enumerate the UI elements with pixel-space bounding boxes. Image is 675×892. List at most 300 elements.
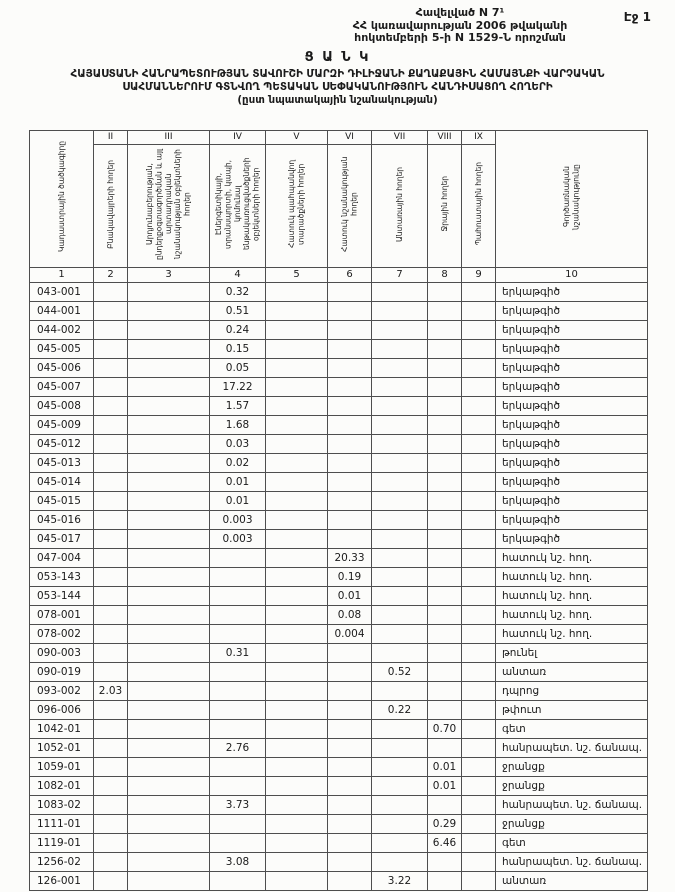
roman-numeral-VIII: VIII bbox=[428, 131, 462, 145]
column-number-8: 8 bbox=[428, 268, 462, 283]
area-value-cell: 0.29 bbox=[428, 815, 462, 834]
area-value-cell bbox=[94, 473, 128, 492]
designation-cell: երկաթգիծ bbox=[496, 435, 648, 454]
area-value-cell bbox=[428, 378, 462, 397]
area-value-cell bbox=[428, 644, 462, 663]
area-value-cell bbox=[94, 587, 128, 606]
header-label-transport-lands: Էներգետիկայի, տրանսպորտի, կապի, կոմունալ ենթակառուցվածքների օբյեկտների հողեր bbox=[214, 157, 261, 251]
designation-cell: հանրապետ. նշ. ճանապ. bbox=[496, 739, 648, 758]
area-value-cell bbox=[128, 397, 210, 416]
area-value-cell bbox=[128, 777, 210, 796]
designation-cell: անտառ bbox=[496, 663, 648, 682]
area-value-cell bbox=[328, 283, 372, 302]
area-value-cell bbox=[462, 701, 496, 720]
column-number-3: 3 bbox=[128, 268, 210, 283]
area-value-cell bbox=[128, 872, 210, 891]
table-row bbox=[30, 815, 648, 834]
area-value-cell bbox=[462, 606, 496, 625]
designation-cell: գետ bbox=[496, 720, 648, 739]
area-value-cell bbox=[328, 663, 372, 682]
area-value-cell bbox=[372, 340, 428, 359]
cadastral-code-cell: 045-013 bbox=[30, 454, 94, 473]
designation-cell: երկաթգիծ bbox=[496, 511, 648, 530]
roman-numeral-row bbox=[30, 131, 648, 145]
cadastral-code-cell: 045-006 bbox=[30, 359, 94, 378]
cadastral-code-cell: 1042-01 bbox=[30, 720, 94, 739]
cadastral-code-cell: 1111-01 bbox=[30, 815, 94, 834]
area-value-cell bbox=[266, 416, 328, 435]
area-value-cell bbox=[328, 853, 372, 872]
area-value-cell bbox=[94, 283, 128, 302]
column-number-9: 9 bbox=[462, 268, 496, 283]
area-value-cell bbox=[94, 720, 128, 739]
area-value-cell bbox=[428, 682, 462, 701]
area-value-cell bbox=[94, 302, 128, 321]
area-value-cell bbox=[328, 397, 372, 416]
table-row bbox=[30, 739, 648, 758]
cadastral-code-cell: 126-001 bbox=[30, 872, 94, 891]
roman-numeral-III: III bbox=[128, 131, 210, 145]
area-value-cell bbox=[428, 321, 462, 340]
designation-cell: երկաթգիծ bbox=[496, 359, 648, 378]
area-value-cell bbox=[428, 302, 462, 321]
area-value-cell bbox=[210, 815, 266, 834]
designation-cell: հատուկ նշ. հող. bbox=[496, 606, 648, 625]
table-row bbox=[30, 853, 648, 872]
table-row bbox=[30, 416, 648, 435]
cadastral-code-cell: 078-002 bbox=[30, 625, 94, 644]
area-value-cell bbox=[266, 435, 328, 454]
area-value-cell bbox=[462, 359, 496, 378]
area-value-cell bbox=[210, 663, 266, 682]
table-row bbox=[30, 549, 648, 568]
area-value-cell bbox=[328, 777, 372, 796]
area-value-cell: 0.24 bbox=[210, 321, 266, 340]
header-label-settlement-lands: Բնակավայրերի հողեր bbox=[105, 159, 115, 249]
area-value-cell bbox=[210, 777, 266, 796]
column-number-4: 4 bbox=[210, 268, 266, 283]
area-value-cell bbox=[428, 625, 462, 644]
column-number-2: 2 bbox=[94, 268, 128, 283]
table-row bbox=[30, 359, 648, 378]
designation-cell: երկաթգիծ bbox=[496, 397, 648, 416]
area-value-cell bbox=[128, 359, 210, 378]
area-value-cell bbox=[128, 796, 210, 815]
designation-cell: երկաթգիծ bbox=[496, 302, 648, 321]
area-value-cell bbox=[128, 530, 210, 549]
area-value-cell bbox=[328, 815, 372, 834]
table-row bbox=[30, 302, 648, 321]
area-value-cell: 0.70 bbox=[428, 720, 462, 739]
area-value-cell bbox=[94, 739, 128, 758]
title-block bbox=[0, 50, 675, 106]
area-value-cell: 2.76 bbox=[210, 739, 266, 758]
designation-cell: ջրանցք bbox=[496, 758, 648, 777]
cadastral-code-cell: 1083-02 bbox=[30, 796, 94, 815]
area-value-cell bbox=[94, 834, 128, 853]
area-value-cell: 0.004 bbox=[328, 625, 372, 644]
area-value-cell bbox=[328, 473, 372, 492]
area-value-cell: 0.03 bbox=[210, 435, 266, 454]
area-value-cell bbox=[128, 435, 210, 454]
area-value-cell bbox=[428, 416, 462, 435]
area-value-cell bbox=[128, 340, 210, 359]
column-number-6: 6 bbox=[328, 268, 372, 283]
area-value-cell bbox=[428, 340, 462, 359]
cadastral-code-cell: 096-006 bbox=[30, 701, 94, 720]
designation-cell: հատուկ նշ. հող. bbox=[496, 549, 648, 568]
area-value-cell bbox=[328, 454, 372, 473]
area-value-cell bbox=[94, 492, 128, 511]
table-row bbox=[30, 340, 648, 359]
area-value-cell bbox=[428, 492, 462, 511]
cadastral-code-cell: 047-004 bbox=[30, 549, 94, 568]
cadastral-code-cell: 044-001 bbox=[30, 302, 94, 321]
area-value-cell bbox=[328, 720, 372, 739]
area-value-cell bbox=[128, 416, 210, 435]
area-value-cell: 0.51 bbox=[210, 302, 266, 321]
column-number-7: 7 bbox=[372, 268, 428, 283]
roman-numeral-VI: VI bbox=[328, 131, 372, 145]
roman-numeral-V: V bbox=[266, 131, 328, 145]
designation-cell: երկաթգիծ bbox=[496, 340, 648, 359]
cadastral-code-cell: 045-009 bbox=[30, 416, 94, 435]
header-reserve-lands bbox=[462, 145, 496, 268]
roman-numeral-II: II bbox=[94, 131, 128, 145]
area-value-cell bbox=[266, 530, 328, 549]
cadastral-code-cell: 043-001 bbox=[30, 283, 94, 302]
area-value-cell bbox=[94, 321, 128, 340]
designation-cell: երկաթգիծ bbox=[496, 473, 648, 492]
area-value-cell bbox=[372, 606, 428, 625]
area-value-cell bbox=[128, 758, 210, 777]
cadastral-code-cell: 090-019 bbox=[30, 663, 94, 682]
area-value-cell bbox=[128, 302, 210, 321]
designation-cell: երկաթգիծ bbox=[496, 378, 648, 397]
table-row bbox=[30, 663, 648, 682]
area-value-cell bbox=[372, 834, 428, 853]
cadastral-code-cell: 1256-02 bbox=[30, 853, 94, 872]
area-value-cell bbox=[372, 530, 428, 549]
header-label-forest-lands: Անտառային հողեր bbox=[394, 166, 404, 242]
area-value-cell bbox=[372, 644, 428, 663]
cadastral-code-cell: 045-014 bbox=[30, 473, 94, 492]
area-value-cell bbox=[266, 302, 328, 321]
annex-line-2: ՀՀ կառավարության 2006 թվականի bbox=[352, 18, 568, 32]
area-value-cell bbox=[328, 872, 372, 891]
area-value-cell bbox=[462, 720, 496, 739]
designation-cell: երկաթգիծ bbox=[496, 530, 648, 549]
annex-line-3: հոկտեմբերի 5-ի N 1529-Ն որոշման bbox=[354, 31, 566, 45]
area-value-cell bbox=[328, 359, 372, 378]
area-value-cell bbox=[266, 853, 328, 872]
area-value-cell bbox=[462, 758, 496, 777]
area-value-cell bbox=[94, 454, 128, 473]
area-value-cell: 0.19 bbox=[328, 568, 372, 587]
area-value-cell bbox=[266, 492, 328, 511]
area-value-cell: 20.33 bbox=[328, 549, 372, 568]
area-value-cell bbox=[94, 872, 128, 891]
area-value-cell bbox=[328, 302, 372, 321]
area-value-cell: 0.08 bbox=[328, 606, 372, 625]
cadastral-code-cell: 045-017 bbox=[30, 530, 94, 549]
area-value-cell: 17.22 bbox=[210, 378, 266, 397]
column-number-5: 5 bbox=[266, 268, 328, 283]
table-row bbox=[30, 758, 648, 777]
area-value-cell: 2.03 bbox=[94, 682, 128, 701]
area-value-cell bbox=[266, 701, 328, 720]
header-cadastral-code bbox=[30, 131, 94, 268]
area-value-cell bbox=[128, 644, 210, 663]
cadastral-code-cell: 045-007 bbox=[30, 378, 94, 397]
area-value-cell bbox=[266, 815, 328, 834]
area-value-cell bbox=[266, 739, 328, 758]
area-value-cell bbox=[266, 625, 328, 644]
area-value-cell bbox=[428, 397, 462, 416]
area-value-cell bbox=[266, 796, 328, 815]
area-value-cell bbox=[462, 625, 496, 644]
designation-cell: թփուտ bbox=[496, 701, 648, 720]
header-label-water-lands: Ջրային հողեր bbox=[439, 176, 449, 232]
area-value-cell bbox=[94, 777, 128, 796]
area-value-cell bbox=[372, 454, 428, 473]
area-value-cell bbox=[328, 796, 372, 815]
area-value-cell bbox=[128, 568, 210, 587]
area-value-cell bbox=[128, 606, 210, 625]
area-value-cell bbox=[266, 321, 328, 340]
area-value-cell bbox=[328, 321, 372, 340]
area-value-cell bbox=[328, 758, 372, 777]
area-value-cell bbox=[372, 283, 428, 302]
area-value-cell bbox=[328, 530, 372, 549]
area-value-cell bbox=[372, 720, 428, 739]
area-value-cell bbox=[372, 397, 428, 416]
column-number-1: 1 bbox=[30, 268, 94, 283]
area-value-cell bbox=[128, 549, 210, 568]
area-value-cell bbox=[328, 644, 372, 663]
area-value-cell bbox=[266, 511, 328, 530]
area-value-cell bbox=[328, 682, 372, 701]
area-value-cell bbox=[428, 511, 462, 530]
area-value-cell bbox=[94, 644, 128, 663]
designation-cell: հատուկ նշ. հող. bbox=[496, 587, 648, 606]
designation-cell: ջրանցք bbox=[496, 777, 648, 796]
cadastral-code-cell: 044-002 bbox=[30, 321, 94, 340]
area-value-cell bbox=[428, 606, 462, 625]
area-value-cell bbox=[462, 739, 496, 758]
area-value-cell bbox=[210, 568, 266, 587]
area-value-cell bbox=[210, 720, 266, 739]
area-value-cell: 0.02 bbox=[210, 454, 266, 473]
area-value-cell bbox=[372, 625, 428, 644]
document-subtitle-line-1: ՀԱՅԱՍՏԱՆԻ ՀԱՆՐԱՊԵՏՈՒԹՅԱՆ ՏԱՎՈՒՇԻ ՄԱՐԶԻ ԴԻԼԻՋԱՆԻ ՔԱՂԱՔԱՅԻՆ ՀԱՄԱՅՆՔԻ ՎԱՐՉԱԿԱՆ bbox=[70, 68, 605, 80]
cadastral-code-cell: 1119-01 bbox=[30, 834, 94, 853]
area-value-cell bbox=[266, 663, 328, 682]
area-value-cell bbox=[372, 378, 428, 397]
cadastral-code-cell: 053-144 bbox=[30, 587, 94, 606]
area-value-cell: 3.22 bbox=[372, 872, 428, 891]
area-value-cell bbox=[210, 682, 266, 701]
table-row bbox=[30, 378, 648, 397]
area-value-cell bbox=[210, 625, 266, 644]
table-row bbox=[30, 530, 648, 549]
area-value-cell bbox=[372, 777, 428, 796]
area-value-cell bbox=[128, 663, 210, 682]
header-settlement-lands bbox=[94, 145, 128, 268]
area-value-cell bbox=[94, 549, 128, 568]
designation-cell: հատուկ նշ. հող. bbox=[496, 568, 648, 587]
area-value-cell bbox=[372, 853, 428, 872]
header-industrial-lands bbox=[128, 145, 210, 268]
area-value-cell bbox=[428, 796, 462, 815]
area-value-cell bbox=[328, 435, 372, 454]
area-value-cell bbox=[462, 568, 496, 587]
area-value-cell bbox=[266, 359, 328, 378]
document-subtitle-note: (ըստ նպատակային նշանակության) bbox=[237, 94, 438, 107]
area-value-cell bbox=[128, 815, 210, 834]
cadastral-code-cell: 045-016 bbox=[30, 511, 94, 530]
table-row bbox=[30, 720, 648, 739]
designation-cell: գետ bbox=[496, 834, 648, 853]
area-value-cell bbox=[428, 663, 462, 682]
designation-cell: երկաթգիծ bbox=[496, 283, 648, 302]
area-value-cell bbox=[462, 397, 496, 416]
area-value-cell bbox=[372, 435, 428, 454]
annex-line-1: Հավելված N 7¹ bbox=[415, 6, 505, 19]
area-value-cell bbox=[328, 378, 372, 397]
area-value-cell: 0.01 bbox=[328, 587, 372, 606]
designation-cell: հանրապետ. նշ. ճանապ. bbox=[496, 796, 648, 815]
area-value-cell bbox=[328, 701, 372, 720]
area-value-cell bbox=[94, 625, 128, 644]
header-label-protected-lands: Հատուկ պահպանվող տարածքների հողեր bbox=[287, 159, 306, 249]
area-value-cell bbox=[328, 511, 372, 530]
area-value-cell bbox=[462, 378, 496, 397]
annex-reference bbox=[285, 7, 635, 45]
roman-numeral-IX: IX bbox=[462, 131, 496, 145]
table-row bbox=[30, 283, 648, 302]
area-value-cell bbox=[128, 625, 210, 644]
land-registry-table bbox=[29, 130, 648, 891]
area-value-cell bbox=[128, 473, 210, 492]
area-value-cell: 0.32 bbox=[210, 283, 266, 302]
header-forest-lands bbox=[372, 145, 428, 268]
cadastral-code-cell: 045-012 bbox=[30, 435, 94, 454]
area-value-cell bbox=[128, 492, 210, 511]
area-value-cell bbox=[128, 720, 210, 739]
area-value-cell bbox=[372, 815, 428, 834]
table-body bbox=[30, 283, 648, 891]
area-value-cell bbox=[266, 473, 328, 492]
area-value-cell bbox=[266, 872, 328, 891]
area-value-cell bbox=[428, 587, 462, 606]
area-value-cell bbox=[428, 473, 462, 492]
cadastral-code-cell: 045-008 bbox=[30, 397, 94, 416]
area-value-cell bbox=[210, 758, 266, 777]
table-row bbox=[30, 492, 648, 511]
cadastral-code-cell: 078-001 bbox=[30, 606, 94, 625]
area-value-cell bbox=[266, 454, 328, 473]
designation-cell: թունել bbox=[496, 644, 648, 663]
area-value-cell bbox=[210, 872, 266, 891]
designation-cell: դպրոց bbox=[496, 682, 648, 701]
cadastral-code-cell: 045-005 bbox=[30, 340, 94, 359]
designation-cell: ջրանցք bbox=[496, 815, 648, 834]
designation-cell: հանրապետ. նշ. ճանապ. bbox=[496, 853, 648, 872]
area-value-cell: 1.68 bbox=[210, 416, 266, 435]
area-value-cell: 0.31 bbox=[210, 644, 266, 663]
cadastral-code-cell: 045-015 bbox=[30, 492, 94, 511]
header-label-industrial-lands: Արդյունաբերության, ընդերքօգտագործման և այլ արտադրական նշանակության օբյեկտների հողեր bbox=[145, 148, 192, 260]
area-value-cell bbox=[428, 701, 462, 720]
area-value-cell bbox=[372, 511, 428, 530]
area-value-cell bbox=[462, 644, 496, 663]
area-value-cell bbox=[210, 587, 266, 606]
cadastral-code-cell: 1082-01 bbox=[30, 777, 94, 796]
area-value-cell: 0.01 bbox=[210, 473, 266, 492]
document-title: Ց Ա Ն Կ bbox=[304, 50, 371, 65]
area-value-cell bbox=[428, 454, 462, 473]
area-value-cell bbox=[462, 587, 496, 606]
area-value-cell bbox=[94, 378, 128, 397]
area-value-cell: 6.46 bbox=[428, 834, 462, 853]
table-row bbox=[30, 834, 648, 853]
area-value-cell bbox=[128, 834, 210, 853]
cadastral-code-cell: 090-003 bbox=[30, 644, 94, 663]
roman-numeral-IV: IV bbox=[210, 131, 266, 145]
area-value-cell bbox=[94, 416, 128, 435]
area-value-cell bbox=[128, 321, 210, 340]
area-value-cell bbox=[128, 587, 210, 606]
header-transport-lands bbox=[210, 145, 266, 268]
area-value-cell bbox=[328, 416, 372, 435]
table-row bbox=[30, 473, 648, 492]
area-value-cell bbox=[94, 397, 128, 416]
area-value-cell bbox=[328, 834, 372, 853]
area-value-cell bbox=[94, 758, 128, 777]
area-value-cell bbox=[94, 796, 128, 815]
area-value-cell bbox=[372, 549, 428, 568]
area-value-cell bbox=[372, 682, 428, 701]
area-value-cell bbox=[266, 606, 328, 625]
area-value-cell bbox=[210, 834, 266, 853]
roman-numeral-VII: VII bbox=[372, 131, 428, 145]
area-value-cell bbox=[462, 511, 496, 530]
area-value-cell bbox=[328, 492, 372, 511]
table-row bbox=[30, 587, 648, 606]
header-label-reserve-lands: Պահուստային հողեր bbox=[473, 162, 483, 246]
area-value-cell: 3.08 bbox=[210, 853, 266, 872]
table-row bbox=[30, 625, 648, 644]
area-value-cell bbox=[128, 454, 210, 473]
area-value-cell bbox=[128, 378, 210, 397]
area-value-cell bbox=[94, 511, 128, 530]
area-value-cell bbox=[462, 492, 496, 511]
area-value-cell bbox=[266, 283, 328, 302]
area-value-cell bbox=[266, 777, 328, 796]
area-value-cell bbox=[428, 872, 462, 891]
area-value-cell bbox=[462, 777, 496, 796]
table-row bbox=[30, 796, 648, 815]
area-value-cell bbox=[372, 473, 428, 492]
area-value-cell bbox=[128, 739, 210, 758]
cadastral-code-cell: 053-143 bbox=[30, 568, 94, 587]
area-value-cell bbox=[266, 587, 328, 606]
area-value-cell bbox=[428, 435, 462, 454]
header-water-lands bbox=[428, 145, 462, 268]
area-value-cell bbox=[94, 530, 128, 549]
column-number-10: 10 bbox=[496, 268, 648, 283]
